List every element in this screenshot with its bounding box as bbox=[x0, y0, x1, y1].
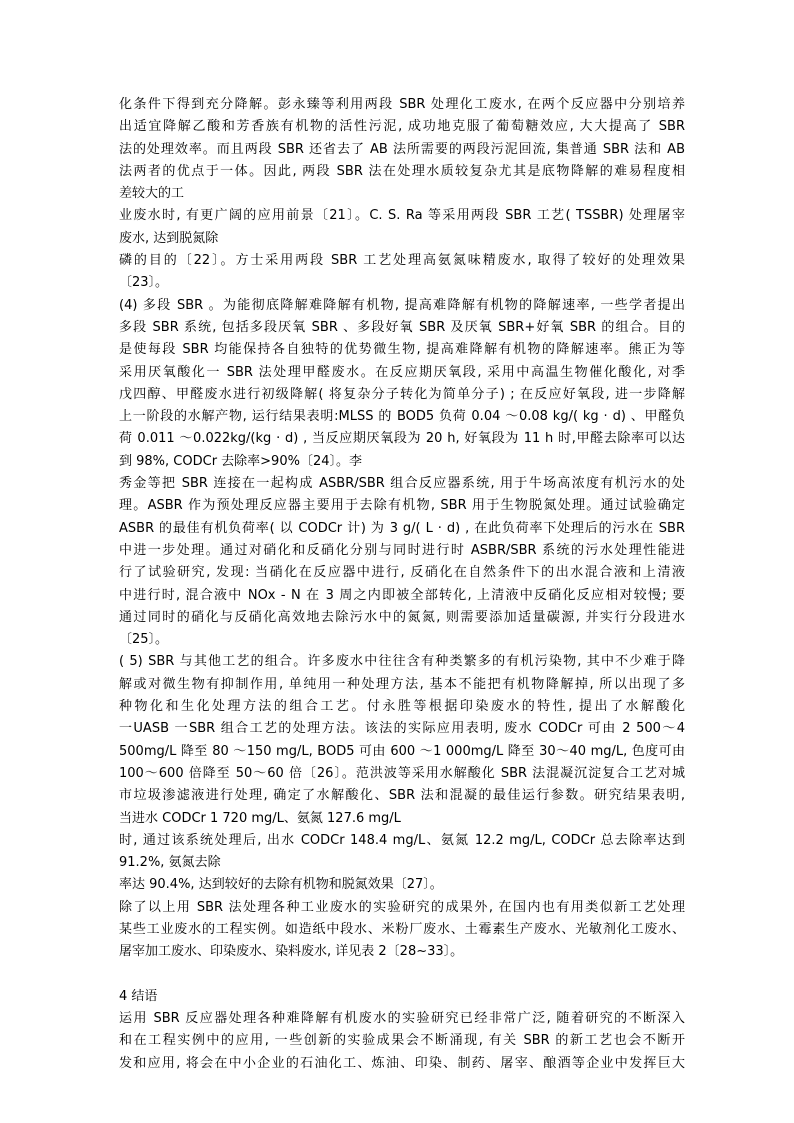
text-line: 种物化和生化处理方法的组合工艺。付永胜等根据印染废水的特性, 提出了水解酸化 bbox=[119, 699, 685, 715]
text-line: 中进行时, 混合液中 NOx - N 在 3 周之内即被全部转化, 上清液中反硝化反应相对较慢; 要 bbox=[119, 587, 685, 603]
text-line: 解或对微生物有抑制作用, 单纯用一种处理方法, 基本不能把有机物降解掉, 所以出现了多 bbox=[119, 676, 685, 692]
text-line: 上一阶段的水解产物, 运行结果表明:MLSS 的 BOD5 负荷 0.04 ～0.08 kg/( kg · d) 、甲醛负 bbox=[119, 409, 685, 425]
text-line: 时, 通过该系统处理后, 出水 CODCr 148.4 mg/L、氨氮 12.2 mg/L, CODCr 总去除率达到 bbox=[119, 832, 685, 848]
text-line: 〔23〕。 bbox=[119, 275, 169, 291]
text-line: ASBR 的最佳有机负荷率( 以 CODCr 计) 为 3 g/( L · d) , 在此负荷率下处理后的污水在 SBR bbox=[119, 520, 685, 536]
text-line: 一UASB 一SBR 组合工艺的处理方法。该法的实际应用表明, 废水 CODCr 可由 2 500～4 bbox=[119, 721, 685, 737]
text-line: 出适宜降解乙酸和芳香族有机物的活性污泥, 成功地克服了葡萄糖效应, 大大提高了 SBR bbox=[119, 119, 685, 135]
text-line: 法两者的优点于一体。因此, 两段 SBR 法在处理水质较复杂尤其是底物降解的难易程度相 bbox=[119, 163, 685, 179]
text-line: 采用厌氧酸化一 SBR 法处理甲醛废水。在反应期厌氧段, 采用中高温生物催化酸化, 对季 bbox=[119, 364, 685, 380]
text-line: 除了以上用 SBR 法处理各种工业废水的实验研究的成果外, 在国内也有用类似新工艺处理 bbox=[119, 899, 685, 915]
text-line: 某些工业废水的工程实例。如造纸中段水、米粉厂废水、土霉素生产废水、光敏剂化工废水、 bbox=[119, 921, 685, 937]
text-line: 和在工程实例中的应用, 一些创新的实验成果会不断涌现, 有关 SBR 的新工艺也会不断开 bbox=[119, 1033, 685, 1049]
text-line: 率达 90.4%, 达到较好的去除有机物和脱氮效果〔27〕。 bbox=[119, 877, 443, 893]
text-line: 戊四醇、甲醛废水进行初级降解( 将复杂分子转化为简单分子) ; 在反应好氧段, 进一步降解 bbox=[119, 386, 685, 402]
text-line: 市垃圾渗滤液进行处理, 确定了水解酸化、SBR 法和混凝的最佳运行参数。研究结果表明, bbox=[119, 788, 685, 804]
text-line: ( 5) SBR 与其他工艺的组合。许多废水中往往含有种类繁多的有机污染物, 其中不少难于降 bbox=[119, 654, 685, 670]
text-line: 100～600 倍降至 50～60 倍〔26〕。范洪波等采用水解酸化 SBR 法混凝沉淀复合工艺对城 bbox=[119, 765, 685, 781]
text-line: 〔25〕。 bbox=[119, 632, 169, 648]
section-heading: 4 结语 bbox=[119, 988, 158, 1004]
text-line: 磷的目的〔22〕。方士采用两段 SBR 工艺处理高氨氮味精废水, 取得了较好的处理效果 bbox=[119, 253, 685, 269]
text-line: 秀金等把 SBR 连接在一起构成 ASBR/SBR 组合反应器系统, 用于牛场高浓度有机污水的处 bbox=[119, 476, 685, 492]
text-line: 500mg/L 降至 80 ～150 mg/L, BOD5 可由 600 ～1 000mg/L 降至 30～40 mg/L, 色度可由 bbox=[119, 743, 685, 759]
text-line: 理。ASBR 作为预处理反应器主要用于去除有机物, SBR 用于生物脱氮处理。通过试验确定 bbox=[119, 498, 685, 514]
text-line: 91.2%, 氨氮去除 bbox=[119, 855, 221, 871]
text-line: 发和应用, 将会在中小企业的石油化工、炼油、印染、制药、屠宰、酿酒等企业中发挥巨大 bbox=[119, 1055, 685, 1071]
document-body bbox=[119, 94, 685, 1075]
text-line: 是使每段 SBR 均能保持各自独特的优势微生物, 提高难降解有机物的降解速率。熊正为等 bbox=[119, 342, 685, 358]
text-line: 废水, 达到脱氮除 bbox=[119, 230, 219, 246]
text-line: 业废水时, 有更广阔的应用前景〔21〕。C. S. Ra 等采用两段 SBR 工艺( TSSBR) 处理屠宰 bbox=[119, 208, 685, 224]
text-line: 中进一步处理。通过对硝化和反硝化分别与同时进行时 ASBR/SBR 系统的污水处理性能进 bbox=[119, 542, 685, 558]
text-line: 行了试验研究, 发现: 当硝化在反应器中进行, 反硝化在自然条件下的出水混合液和上清液 bbox=[119, 565, 685, 581]
text-line: 差较大的工 bbox=[119, 186, 185, 202]
text-line: 到 98%, CODCr 去除率>90%〔24〕。李 bbox=[119, 453, 362, 469]
text-line: 荷 0.011 ～0.022kg/(kg · d) , 当反应期厌氧段为 20 h, 好氧段为 11 h 时,甲醛去除率可以达 bbox=[119, 431, 685, 447]
text-line: 运用 SBR 反应器处理各种难降解有机废水的实验研究已经非常广泛, 随着研究的不断深入 bbox=[119, 1011, 685, 1027]
text-line: 多段 SBR 系统, 包括多段厌氧 SBR 、多段好氧 SBR 及厌氧 SBR+好氧 SBR 的组合。目的 bbox=[119, 319, 685, 335]
text-line: 当进水 CODCr 1 720 mg/L、氨氮 127.6 mg/L bbox=[119, 810, 401, 826]
text-line: (4) 多段 SBR 。为能彻底降解难降解有机物, 提高难降解有机物的降解速率, 一些学者提出 bbox=[119, 297, 685, 313]
text-line: 法的处理效率。而且两段 SBR 还省去了 AB 法所需要的两段污泥回流, 集普通 SBR 法和 AB bbox=[119, 141, 685, 157]
text-line: 化条件下得到充分降解。彭永臻等利用两段 SBR 处理化工废水, 在两个反应器中分别培养 bbox=[119, 97, 685, 112]
text-line: 屠宰加工废水、印染废水、染料废水, 详见表 2〔28~33〕。 bbox=[119, 944, 464, 960]
text-line: 通过同时的硝化与反硝化高效地去除污水中的氮氮, 则需要添加适量碳源, 并实行分段进水 bbox=[119, 609, 685, 625]
blank-line bbox=[119, 964, 685, 986]
